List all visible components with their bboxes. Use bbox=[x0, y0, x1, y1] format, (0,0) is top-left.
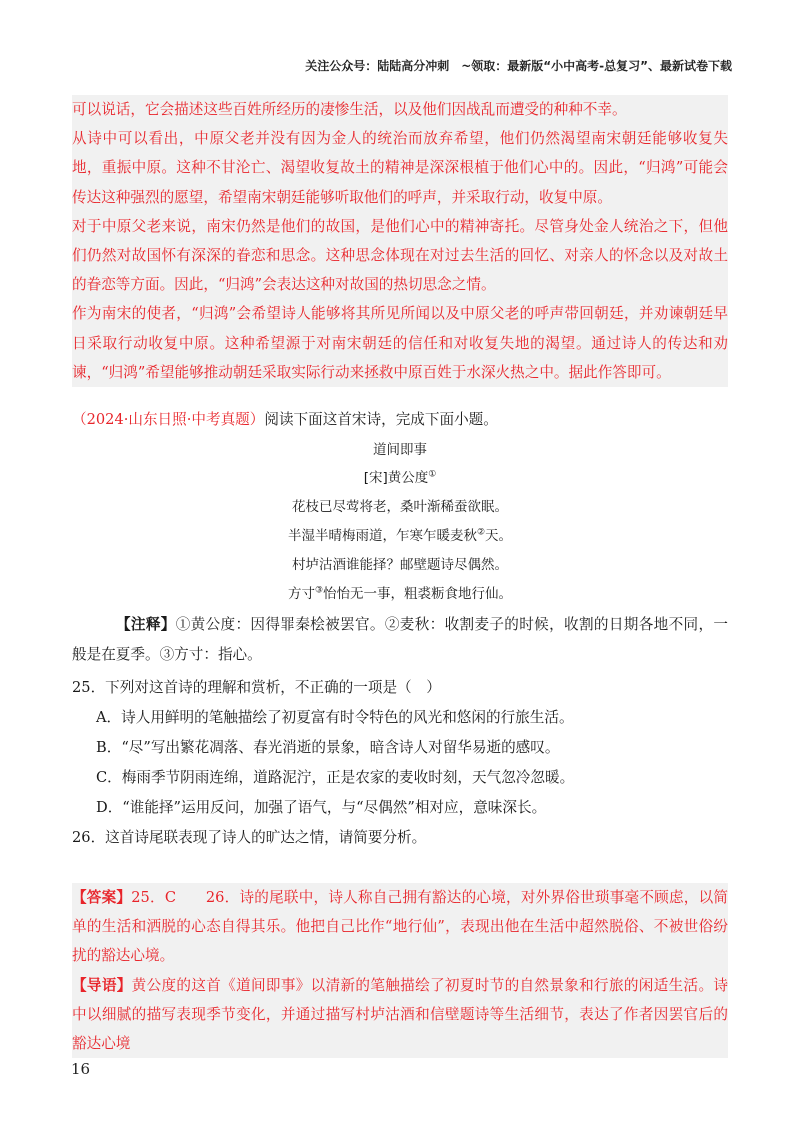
poem-line-2 bbox=[72, 526, 728, 546]
poem-text: 怡怡无一事，粗裘粝食地行仙。 bbox=[323, 586, 513, 602]
guide-paragraph bbox=[72, 971, 728, 1059]
option-b: B．“尽”写出繁花凋落、春光消逝的景象，暗含诗人对留华易逝的感叹。 bbox=[96, 739, 560, 756]
option-c: C．梅雨季节阴雨连绵，道路泥泞，正是农家的麦收时刻，天气忽冷忽暖。 bbox=[96, 769, 575, 786]
poem-title: 道间即事 bbox=[373, 442, 427, 458]
exam-source-tag: （2024·山东日照·中考真题） bbox=[72, 411, 265, 428]
poem-text: 半湿半晴梅雨道，乍寒乍暖麦秋 bbox=[287, 528, 477, 544]
page-header: 关注公众号：陆陆高分冲刺 ~领取：最新版“小中高考-总复习”、最新试卷下载 bbox=[305, 59, 732, 73]
answer-paragraph bbox=[72, 883, 728, 971]
note-text: ①黄公度：因得罪秦桧被罢官。②麦秋：收割麦子的时候，收割的日期各地不同，一般是在夏季。③方寸：指心。 bbox=[72, 616, 728, 663]
poem-author bbox=[72, 468, 728, 488]
paragraph: 对于中原父老来说，南宋仍然是他们的故国，是他们心中的精神寄托。尽管身处金人统治之下，但他们仍然对故国怀有深深的眷恋和思念。这种思念体现在对过去生活的回忆、对亲人的怀念以及对故土的眷恋等方面。因此，“归鸿”会表达这种对故国的热切思念之情。 bbox=[72, 217, 728, 294]
footnote-mark: ① bbox=[428, 469, 437, 480]
option-a: A．诗人用鲜明的笔触描绘了初夏富有时令特色的风光和悠闲的行旅生活。 bbox=[96, 709, 574, 726]
poem-line-1: 花枝已尽莺将老，桑叶渐稀蚕欲眠。 bbox=[292, 499, 508, 515]
annotation-note bbox=[72, 610, 728, 670]
question-25: 25．下列对这首诗的理解和赏析，不正确的一项是（ ） bbox=[72, 679, 441, 696]
footnote-mark: ② bbox=[476, 527, 486, 538]
footnote-mark: ③ bbox=[314, 585, 324, 596]
author-name: [宋]黄公度 bbox=[363, 470, 429, 486]
poem-line-4 bbox=[72, 584, 728, 604]
note-label: 【注释】 bbox=[116, 616, 176, 633]
option-d: D．“谁能择”运用反问，加强了语气，与“尽偶然”相对应，意味深长。 bbox=[96, 799, 547, 816]
paragraph: 作为南宋的使者，“归鸿”会希望诗人能够将其所见所闻以及中原父老的呼声带回朝廷，并劝谏朝廷早日采取行动收复中原。这种希望源于对南宋朝廷的信任和对收复失地的渴望。通过诗人的传达和劝谏，“归鸿”希望能够推动朝廷采取实际行动来拯救中原百姓于水深火热之中。据此作答即可。 bbox=[72, 305, 728, 381]
question-source-line bbox=[72, 406, 498, 434]
answer-block bbox=[72, 883, 728, 1058]
paragraph: 从诗中可以看出，中原父老并没有因为金人的统治而放弃希望，他们仍然渴望南宋朝廷能够收复失地，重振中原。这种不甘沦亡、渴望收复故土的精神是深深根植于他们心中的。因此，“归鸿”可能会传达这种强烈的愿望，希望南宋朝廷能够听取他们的呼声，并采取行动，收复中原。 bbox=[72, 130, 728, 206]
question-26: 26．这首诗尾联表现了诗人的旷达之情，请简要分析。 bbox=[72, 829, 427, 846]
paragraph: 可以说话，它会描述这些百姓所经历的凄惨生活，以及他们因战乱而遭受的种种不幸。 bbox=[72, 101, 627, 118]
guide-text: 黄公度的这首《道间即事》以清新的笔触描绘了初夏时节的自然景象和行旅的闲适生活。诗中以细腻的描写表现季节变化，并通过描写村垆沽酒和信壁题诗等生活细节，表达了作者因罢官后的豁达心境 bbox=[72, 976, 728, 1053]
poem-line-3: 村垆沽酒谁能择？邮壁题诗尽偶然。 bbox=[292, 557, 508, 573]
guide-label: 【导语】 bbox=[72, 976, 132, 994]
instruction-text: 阅读下面这首宋诗，完成下面小题。 bbox=[264, 411, 498, 428]
answer-continuation-block bbox=[72, 95, 728, 387]
page-number: 16 bbox=[71, 1060, 91, 1078]
poem-text: 方寸 bbox=[287, 586, 315, 602]
answer-text: 25．C 26．诗的尾联中，诗人称自己拥有豁达的心境，对外界俗世琐事毫不顾虑，以简单的生活和洒脱的心态自得其乐。他把自己比作“地行仙”，表现出他在生活中超然脱俗、不被世俗纷扰的豁达心境。 bbox=[72, 889, 728, 965]
answer-label: 【答案】 bbox=[72, 889, 132, 906]
poem-text: 天。 bbox=[485, 528, 513, 544]
